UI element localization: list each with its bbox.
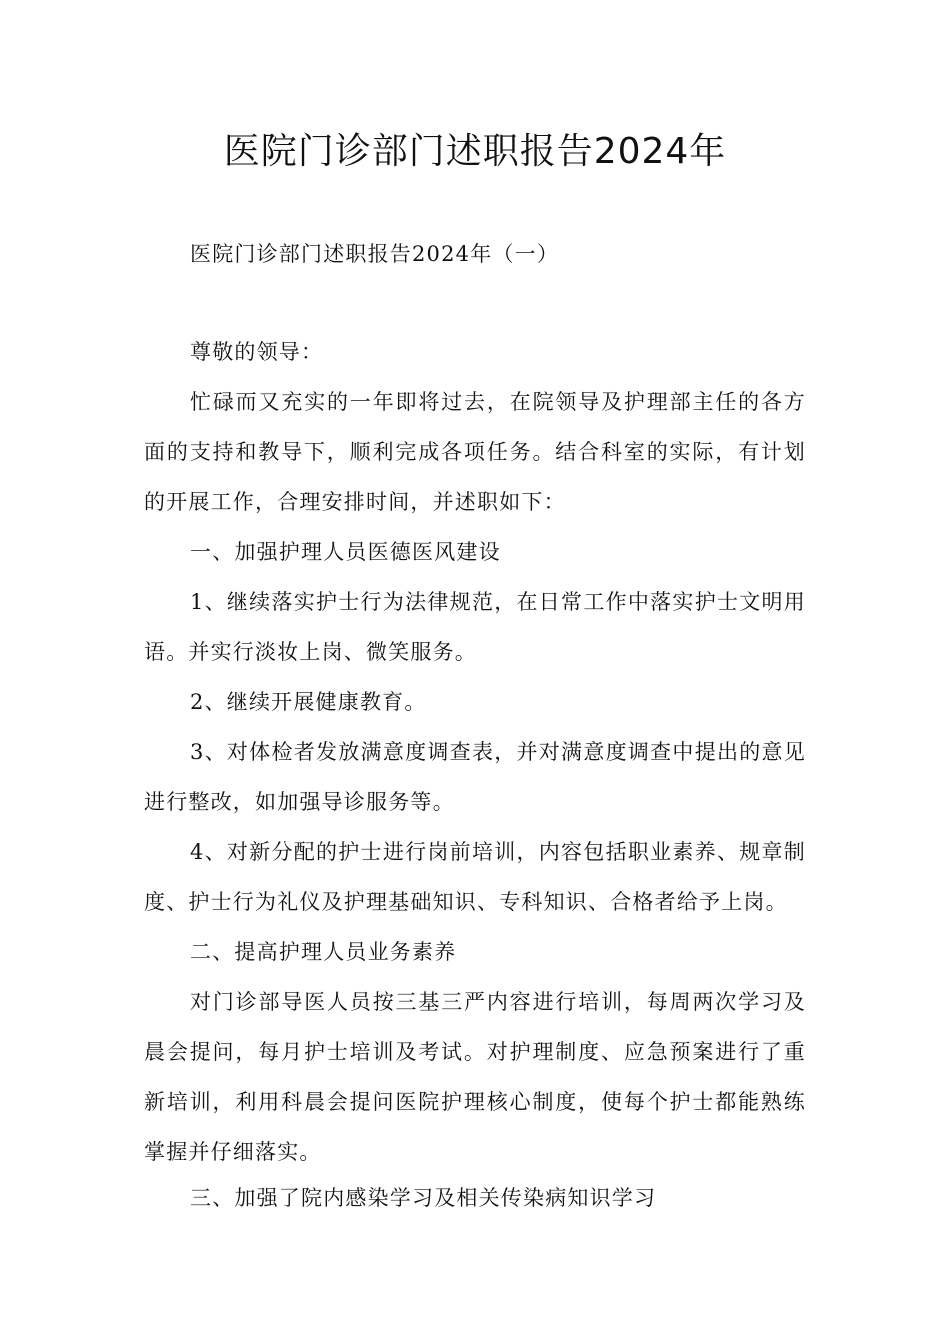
greeting-line: 尊敬的领导： bbox=[190, 340, 324, 364]
list-item-2: 2、继续开展健康教育。 bbox=[190, 690, 427, 714]
intro-paragraph: 忙碌而又充实的一年即将过去，在院领导及护理部主任的各方面的支持和教导下，顺利完成各项任务。结合科室的实际，有计划的开展工作，合理安排时间，并述职如下： bbox=[144, 390, 806, 514]
section-heading-3: 三、加强了院内感染学习及相关传染病知识学习 bbox=[190, 1186, 657, 1210]
section-heading-1: 一、加强护理人员医德医风建设 bbox=[190, 540, 501, 564]
document-subtitle: 医院门诊部门述职报告2024年（一） bbox=[190, 242, 560, 266]
section-heading-2: 二、提高护理人员业务素养 bbox=[190, 940, 457, 964]
list-item-3: 3、对体检者发放满意度调查表，并对满意度调查中提出的意见进行整改，如加强导诊服务等。 bbox=[144, 740, 806, 814]
document-title: 医院门诊部门述职报告2024年 bbox=[223, 131, 727, 172]
section-2-paragraph: 对门诊部导医人员按三基三严内容进行培训，每周两次学习及晨会提问，每月护士培训及考试。对护理制度、应急预案进行了重新培训，利用科晨会提问医院护理核心制度，使每个护士都能熟练掌握并仔细落实。 bbox=[144, 990, 806, 1164]
list-item-4: 4、对新分配的护士进行岗前培训，内容包括职业素养、规章制度、护士行为礼仪及护理基础知识、专科知识、合格者给予上岗。 bbox=[144, 840, 806, 914]
list-item-1: 1、继续落实护士行为法律规范，在日常工作中落实护士文明用语。并实行淡妆上岗、微笑服务。 bbox=[144, 590, 806, 664]
